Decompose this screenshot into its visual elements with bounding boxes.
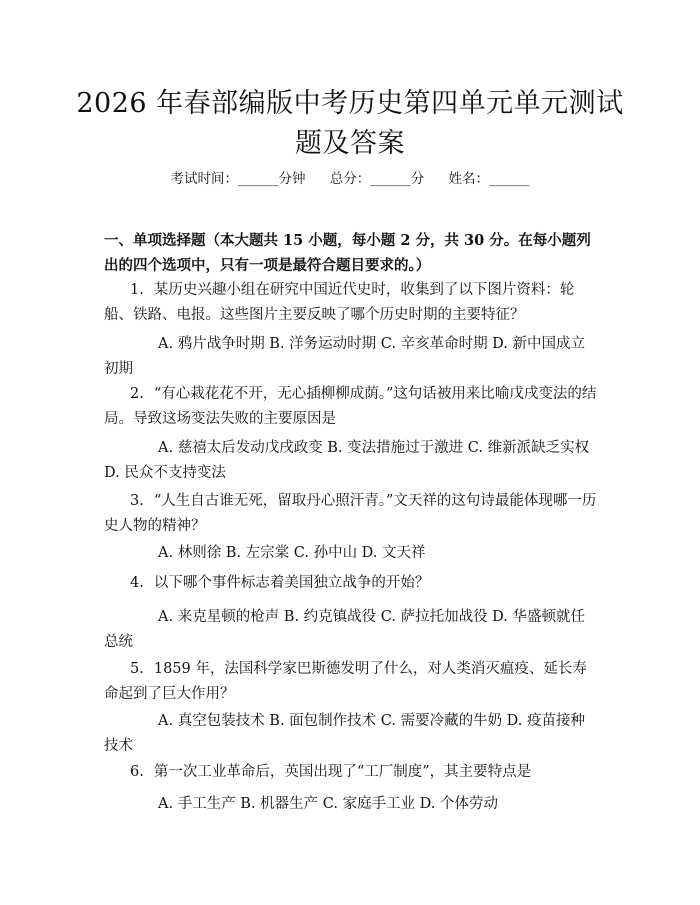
question-4-options	[104, 605, 599, 655]
question-number: 5.	[130, 661, 144, 677]
question-text: 1859 年，法国科学家巴斯德发明了什么，对人类消灭瘟疫、延长寿命起到了巨大作用？	[104, 661, 587, 702]
options-text: A. 慈禧太后发动戊戌政变 B. 变法措施过于激进 C. 维新派缺乏实权 D. 民众不支持变法	[104, 440, 590, 481]
question-text: “人生自古谁无死，留取丹心照汗青。”文天祥的这句诗最能体现哪一历史人物的精神？	[104, 493, 597, 534]
question-4	[104, 571, 599, 596]
options-text: A. 鸦片战争时期 B. 洋务运动时期 C. 辛亥革命时期 D. 新中国成立初期	[104, 336, 586, 377]
exam-time: 考试时间：______分钟	[170, 171, 306, 187]
title-line-2: 题及答案	[295, 128, 405, 159]
options-text: A. 真空包装技术 B. 面包制作技术 C. 需要冷藏的牛奶 D. 疫苗接种技术	[104, 713, 586, 754]
question-5-options	[104, 709, 599, 759]
question-text: 某历史兴趣小组在研究中国近代史时，收集到了以下图片资料：轮船、铁路、电报。这些图片主要反映了哪个历史时期的主要特征？	[104, 282, 575, 323]
question-2	[104, 382, 599, 432]
question-number: 3.	[130, 493, 144, 509]
question-6	[104, 760, 599, 785]
options-text: A. 来克星顿的枪声 B. 约克镇战役 C. 萨拉托加战役 D. 华盛顿就任总统	[104, 609, 586, 650]
question-text: “有心栽花花不开，无心插柳柳成荫。”这句话被用来比喻戊戌变法的结局。导致这场变法失败的主要原因是	[104, 386, 597, 427]
question-number: 6.	[130, 764, 144, 780]
question-text: 第一次工业革命后，英国出现了“工厂制度”，其主要特点是	[153, 764, 532, 780]
document-title	[60, 84, 640, 164]
question-5	[104, 657, 599, 707]
question-6-options	[104, 792, 599, 817]
options-text: A. 手工生产 B. 机器生产 C. 家庭手工业 D. 个体劳动	[158, 796, 499, 812]
question-number: 4.	[130, 575, 144, 591]
question-2-options	[104, 436, 599, 486]
question-1-options	[104, 332, 599, 382]
question-3-options	[104, 541, 599, 566]
section-heading: 一、单项选择题（本大题共 15 小题，每小题 2 分，共 30 分。在每小题列出的四个选项中，只有一项是最符合题目要求的。）	[104, 232, 591, 274]
student-name: 姓名：______	[448, 171, 530, 187]
title-line-1: 2026 年春部编版中考历史第四单元单元测试	[76, 88, 624, 119]
total-score: 总分：______分	[329, 171, 425, 187]
question-3	[104, 489, 599, 539]
exam-info-line	[0, 170, 700, 188]
question-number: 1.	[130, 282, 144, 298]
options-text: A. 林则徐 B. 左宗棠 C. 孙中山 D. 文天祥	[158, 545, 426, 561]
question-1	[104, 278, 599, 328]
question-number: 2.	[130, 386, 144, 402]
question-text: 以下哪个事件标志着美国独立战争的开始？	[153, 575, 430, 591]
